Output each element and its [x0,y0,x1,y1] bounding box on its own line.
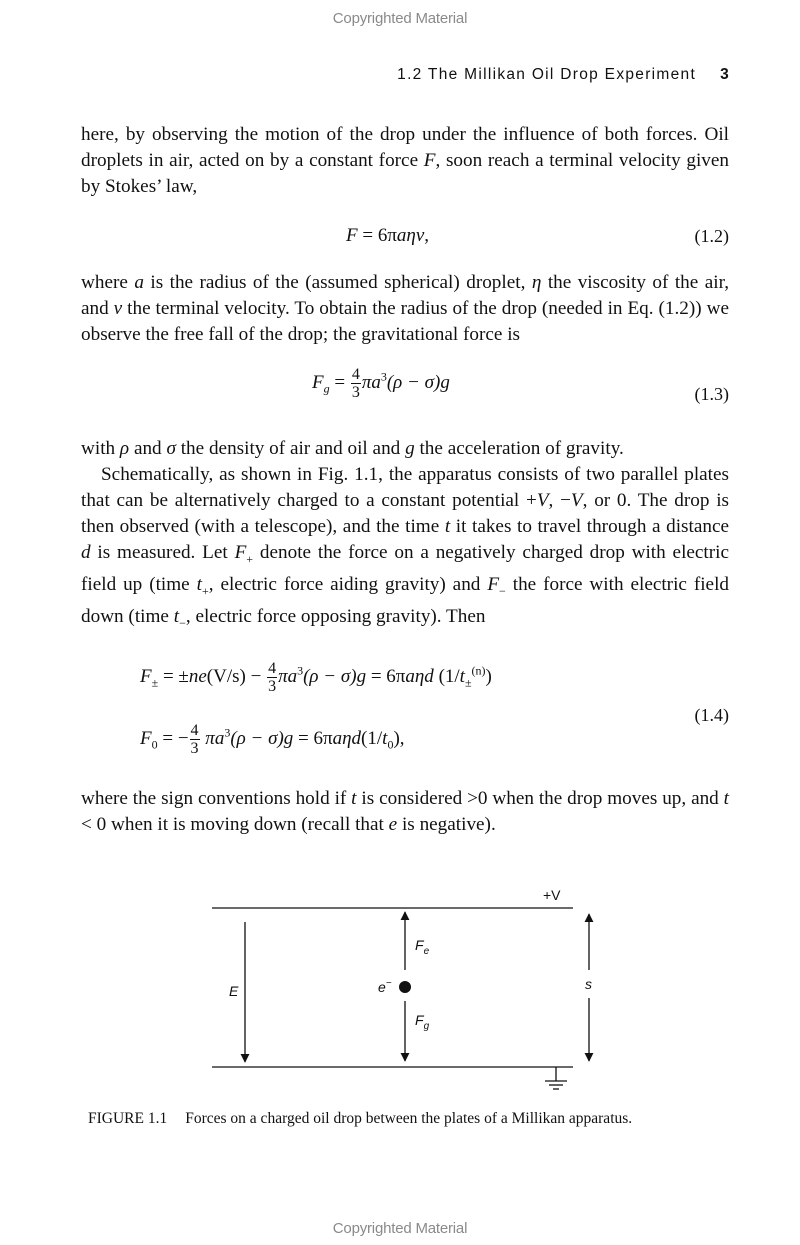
paragraph-2: where a is the radius of the (assumed spherical) droplet, η the viscosity of the air, and v the terminal velocity. To obtain the radius of the drop (needed in Eq. (1.2)) we observe the free fall of the drop; the gravitational force is [81,272,729,345]
watermark-top: Copyrighted Material [332,10,468,27]
page-number: 3 [720,66,730,83]
equation-number-1-4: (1.4) [694,705,729,725]
equation-1-4-line-1: $F_\pm = \pm ne(V/s)$ − $\frac{4}{3}$ $\pi a^3(\rho - \sigma)g = 6\pi a\eta d$ $(1/t_\pm^{(n)})$ [140,660,492,695]
watermark-bottom: Copyrighted Material [332,1220,468,1237]
equation-1-3: $F_g$ = $\frac{4}{3}$ $\pi a^3(\rho - \sigma)g$ [312,366,450,401]
caption-label: FIGURE 1.1 [88,1110,168,1127]
equation-1-2: F = 6πaηv, [346,225,430,246]
paragraph-1: here, by observing the motion of the drop under the influence of both forces. Oil droplets in air, acted on by a constant force F, soon reach a terminal velocity given by Stokes’ law, [81,124,729,197]
plate-voltage-label: +V [543,887,561,903]
section-title: 1.2 The Millikan Oil Drop Experiment [397,66,697,83]
paragraph-3: with ρ and σ the density of air and oil and g the acceleration of gravity. [81,438,624,459]
field-label: E [229,983,239,999]
electric-force-label: $F_e$ [415,937,430,957]
equation-number-1-3: (1.3) [694,384,729,404]
equation-number-1-2: (1.2) [694,226,729,246]
paragraph-5: where the sign conventions hold if t is considered >0 when the drop moves up, and t < 0 when it is moving down (recall that e is negative). [81,788,729,835]
equation-1-4-line-2: $F_0$ = − $\frac{4}{3}$ $\pi a^3(\rho - \sigma)g = 6\pi a\eta d(1/t_0)$, [140,722,405,757]
oil-drop [399,981,411,993]
paragraph-4: Schematically, as shown in Fig. 1.1, the apparatus consists of two parallel plates that can be alternatively charged to a constant potential +V, −V, or 0. The drop is then observed (with a telescope), and the time t it takes to travel through a distance d is measured. Let $F_+$ denote the force on a negatively charged drop with electric field up (time $t_+$, electric force aiding gravity) and $F_-$ the force with electric field down (time $t_-$, electric force opposing gravity). Then [81,464,729,630]
ground-icon [545,1067,567,1089]
separation-label: s [585,976,592,992]
gravity-force-label: $F_g$ [415,1012,430,1032]
figure-caption [88,1110,632,1128]
charge-label: e− [378,978,392,995]
caption-text: Forces on a charged oil drop between the plates of a Millikan apparatus. [185,1110,633,1127]
